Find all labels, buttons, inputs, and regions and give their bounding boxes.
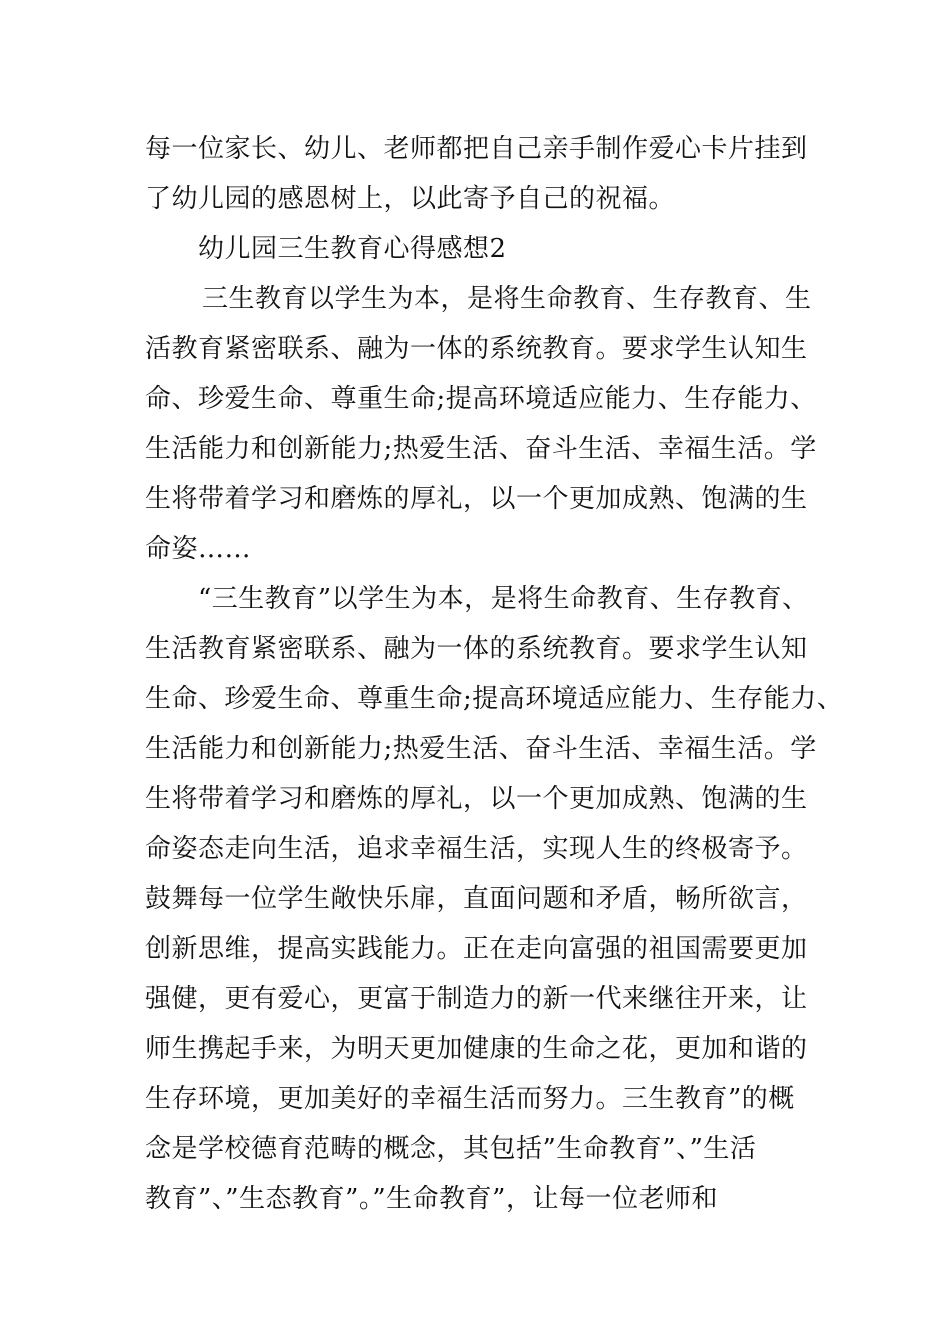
paragraph-line: 鼓舞每一位学生敞快乐扉，直面问题和矛盾，畅所欲言，: [145, 884, 808, 914]
paragraph-line: 活教育紧密联系、融为一体的系统教育。要求学生认知生: [145, 334, 808, 364]
paragraph-line: 了幼儿园的感恩树上，以此寄予自己的祝福。: [145, 184, 676, 214]
paragraph-line: 命姿……: [145, 534, 252, 564]
paragraph-line: 强健，更有爱心，更富于制造力的新一代来继往开来，让: [145, 984, 808, 1014]
paragraph-line: 生将带着学习和磨炼的厚礼，以一个更加成熟、饱满的生: [145, 484, 808, 514]
paragraph-line: 生存环境，更加美好的幸福生活而努力。三生教育”的概: [145, 1084, 795, 1114]
paragraph-line: 师生携起手来，为明天更加健康的生命之花，更加和谐的: [145, 1034, 808, 1064]
paragraph-line: 创新思维，提高实践能力。正在走向富强的祖国需要更加: [145, 934, 808, 964]
paragraph-line: 生活教育紧密联系、融为一体的系统教育。要求学生认知: [145, 634, 808, 664]
section-heading: 幼儿园三生教育心得感想2: [198, 234, 507, 264]
paragraph-line: 生活能力和创新能力;热爱生活、奋斗生活、幸福生活。学: [145, 434, 817, 464]
paragraph-line: 生命、珍爱生命、尊重生命;提高环境适应能力、生存能力、: [145, 684, 844, 714]
paragraph-line: 每一位家长、幼儿、老师都把自己亲手制作爱心卡片挂到: [145, 134, 808, 164]
paragraph-line: 三生教育以学生为本，是将生命教育、生存教育、生: [202, 284, 812, 314]
paragraph-line: 念是学校德育范畴的概念，其包括”生命教育”、”生活: [145, 1134, 757, 1164]
paragraph-line: 命姿态走向生活，追求幸福生活，实现人生的终极寄予。: [145, 834, 808, 864]
paragraph-line: 命、珍爱生命、尊重生命;提高环境适应能力、生存能力、: [145, 384, 817, 414]
paragraph-line: “三生教育”以学生为本，是将生命教育、生存教育、: [198, 584, 809, 614]
paragraph-line: 生将带着学习和磨炼的厚礼，以一个更加成熟、饱满的生: [145, 784, 808, 814]
paragraph-line: 生活能力和创新能力;热爱生活、奋斗生活、幸福生活。学: [145, 734, 817, 764]
paragraph-line: 教育”、”生态教育”。”生命教育”，让每一位老师和: [145, 1184, 718, 1214]
